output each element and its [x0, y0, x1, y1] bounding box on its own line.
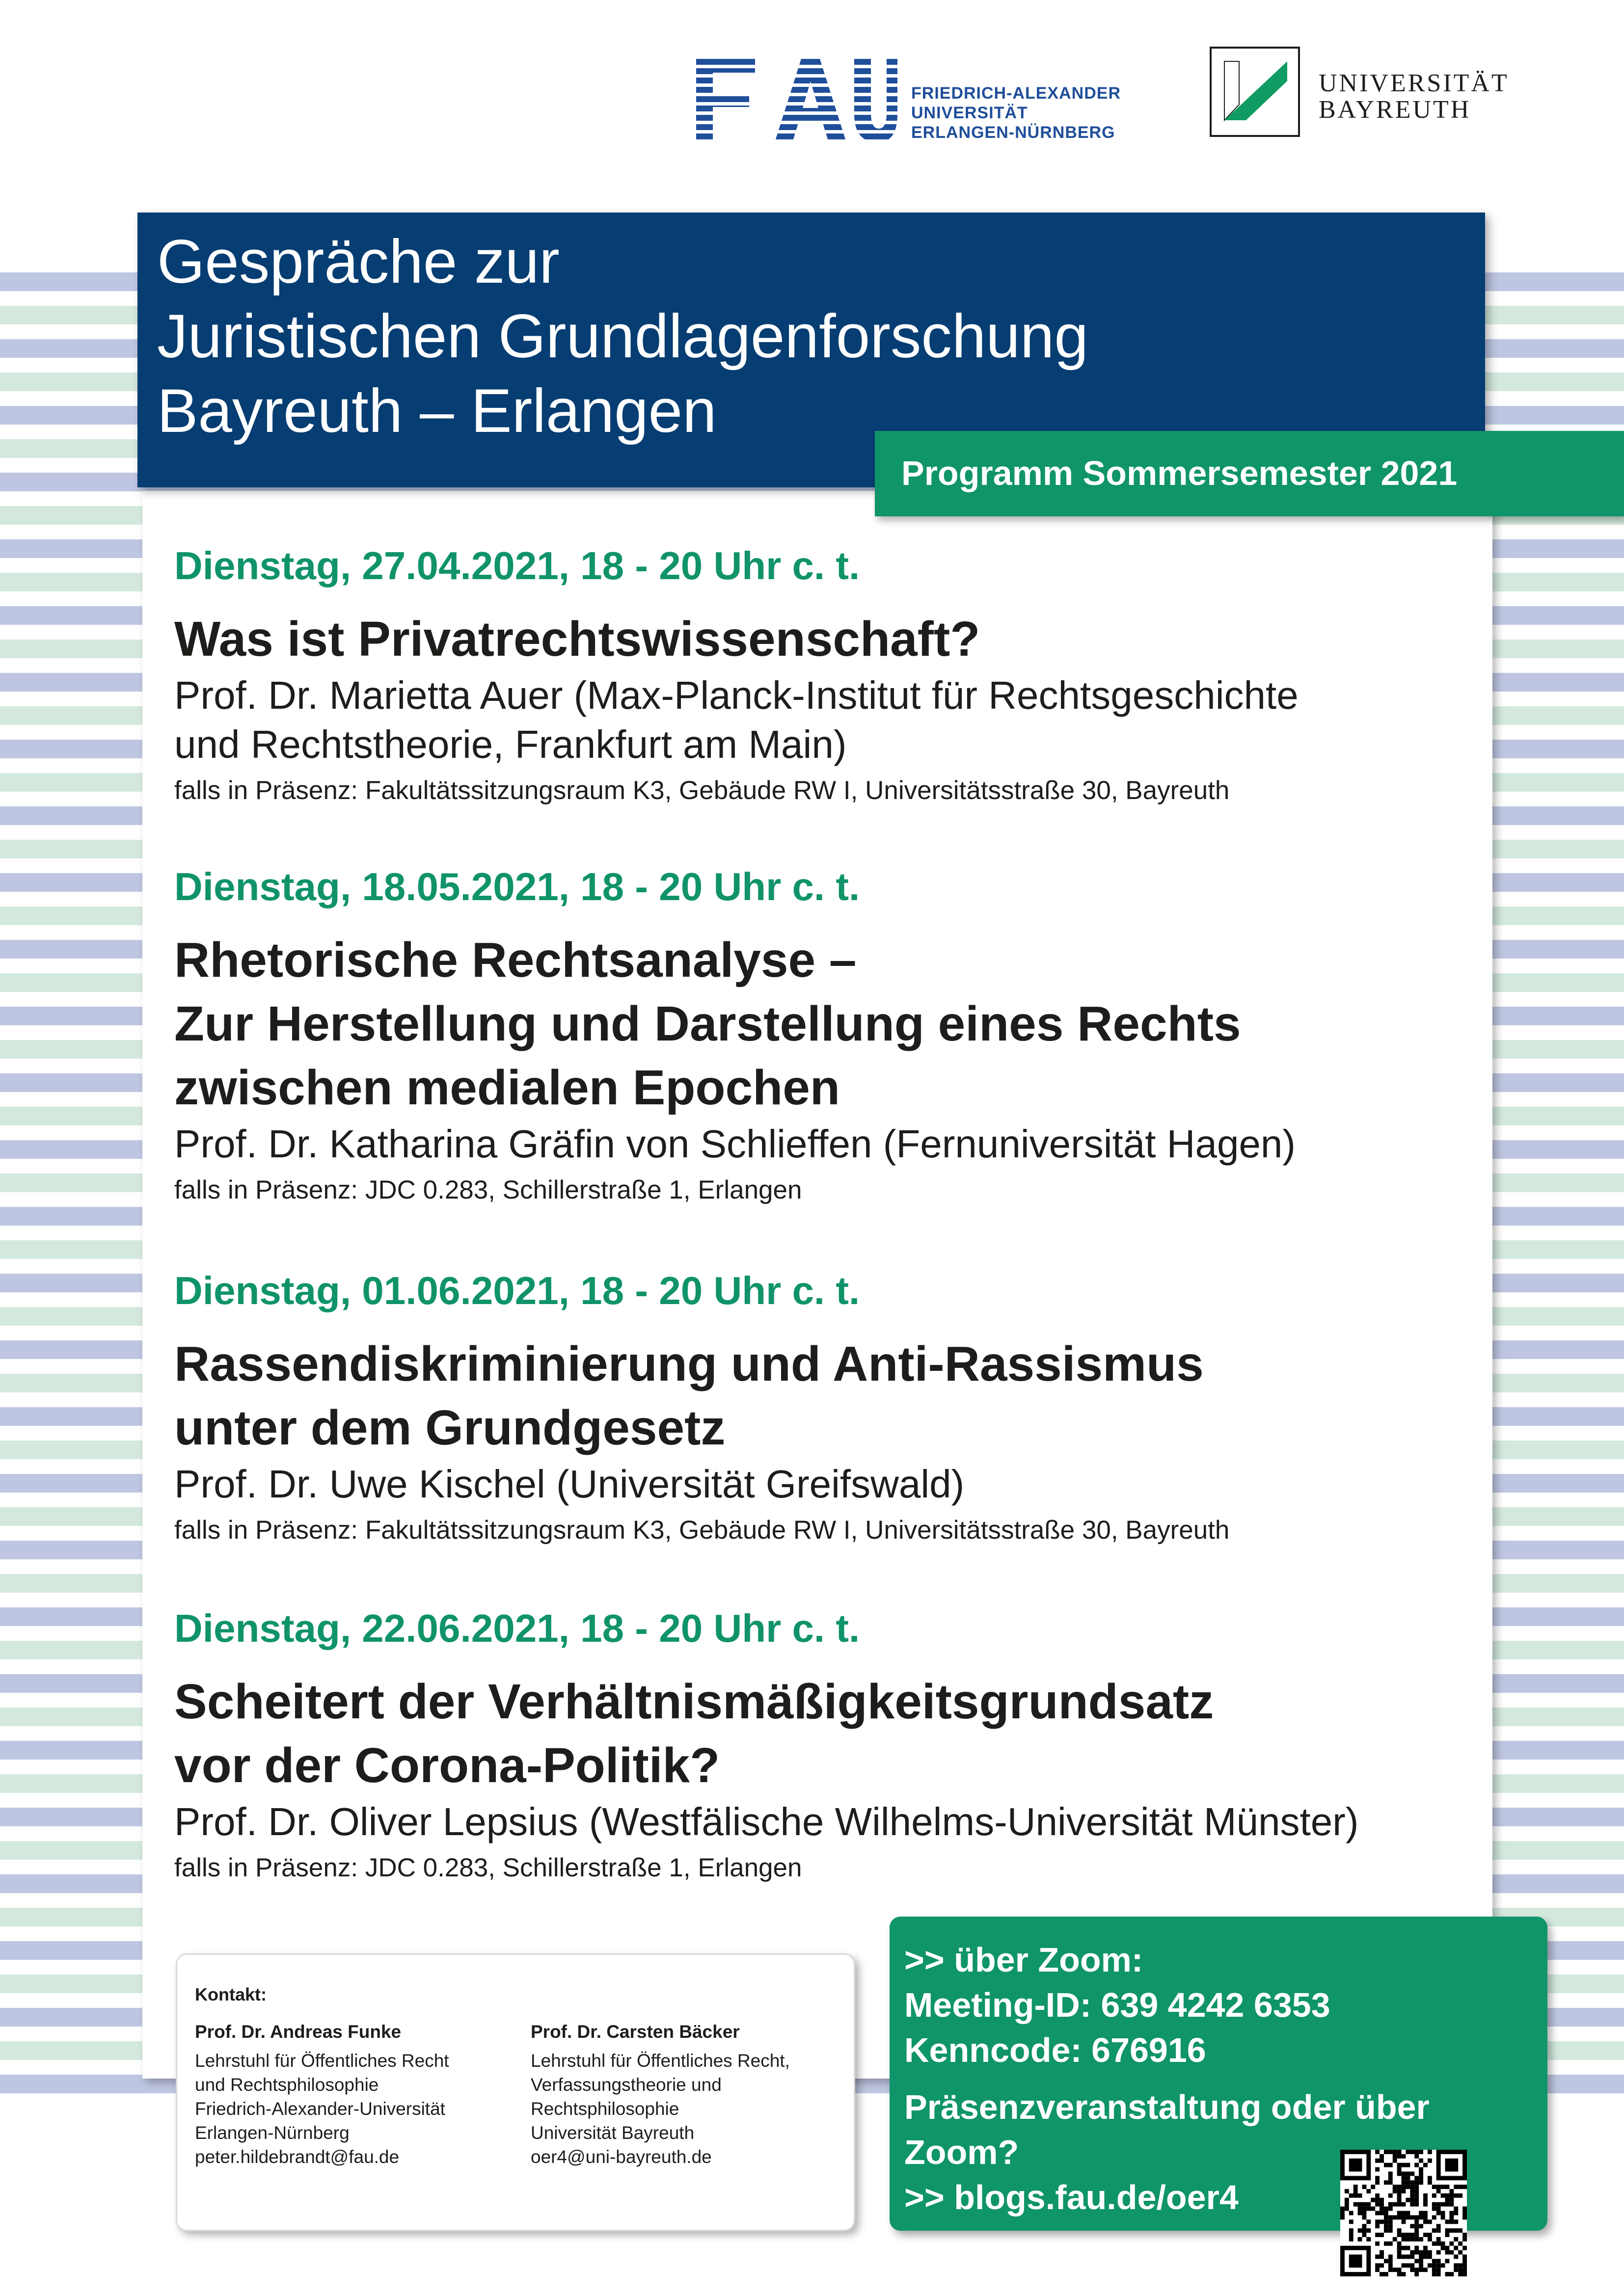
event-title — [174, 1670, 1461, 1797]
event-date: Dienstag, 22.06.2021, 18 - 20 Uhr c. t. — [174, 1606, 860, 1650]
title-line-1: Gespräche zur — [157, 228, 560, 296]
fau-logo-text — [911, 83, 1121, 142]
series-title — [157, 225, 1434, 449]
contact-name: Prof. Dr. Carsten Bäcker — [531, 2022, 740, 2042]
event-speaker-line: und Rechtstheorie, Frankfurt am Main) — [174, 722, 847, 766]
event-2 — [174, 862, 1461, 1210]
contact-name: Prof. Dr. Andreas Funke — [195, 2022, 402, 2042]
contact-line: und Rechtsphilosophie — [195, 2075, 379, 2095]
title-line-3: Bayreuth – Erlangen — [157, 377, 717, 445]
ubt-line-2: BAYREUTH — [1319, 96, 1471, 124]
event-title-line: Zur Herstellung und Darstellung eines Rechts — [174, 996, 1241, 1051]
event-speaker-line: Prof. Dr. Marietta Auer (Max-Planck-Institut für Rechtsgeschichte — [174, 673, 1299, 717]
event-speaker-line: Prof. Dr. Uwe Kischel (Universität Greifswald) — [174, 1462, 965, 1506]
zoom-card — [890, 1917, 1547, 2231]
event-title-line: vor der Corona-Politik? — [174, 1738, 720, 1793]
event-speaker — [174, 1460, 1461, 1509]
event-speaker — [174, 1797, 1461, 1846]
contact-person-2 — [531, 2020, 790, 2169]
blog-link[interactable]: >> blogs.fau.de/oer4 — [904, 2178, 1239, 2216]
contact-line: Erlangen-Nürnberg — [195, 2123, 350, 2143]
zoom-meeting-id: Meeting-ID: 639 4242 6353 — [904, 1986, 1330, 2024]
event-title-line: Rassendiskriminierung und Anti-Rassismus — [174, 1336, 1204, 1391]
contact-person-1 — [195, 2020, 449, 2169]
ubt-logo-text — [1319, 70, 1509, 123]
event-speaker-line: Prof. Dr. Katharina Gräfin von Schlieffen (Fernuniversität Hagen) — [174, 1122, 1296, 1166]
event-date: Dienstag, 01.06.2021, 18 - 20 Uhr c. t. — [174, 1269, 860, 1312]
event-title-line: unter dem Grundgesetz — [174, 1400, 726, 1455]
ubt-logo-mark — [1210, 47, 1300, 137]
event-4 — [174, 1604, 1461, 1888]
event-1 — [174, 541, 1461, 810]
event-title — [174, 607, 1461, 671]
zoom-question-line: Zoom? — [904, 2133, 1019, 2171]
event-title-line: Was ist Privatrechtswissenschaft? — [174, 612, 980, 667]
fau-logo-mark — [696, 59, 897, 142]
event-date: Dienstag, 27.04.2021, 18 - 20 Uhr c. t. — [174, 544, 860, 587]
contact-line: Lehrstuhl für Öffentliches Recht — [195, 2051, 449, 2071]
event-date: Dienstag, 18.05.2021, 18 - 20 Uhr c. t. — [174, 865, 860, 908]
contact-line: Universität Bayreuth — [531, 2123, 695, 2143]
zoom-question-line: Präsenzveranstaltung oder über — [904, 2088, 1430, 2126]
event-speaker — [174, 671, 1461, 769]
contact-line: Rechtsphilosophie — [531, 2099, 679, 2119]
contact-line: Verfassungstheorie und — [531, 2075, 722, 2095]
event-location: falls in Präsenz: Fakultätssitzungsraum K3, Gebäude RW I, Universitätsstraße 30, Bayreuth — [174, 776, 1230, 805]
event-location: falls in Präsenz: JDC 0.283, Schillerstraße 1, Erlangen — [174, 1175, 802, 1204]
fau-line-1: FRIEDRICH-ALEXANDER — [911, 84, 1121, 103]
event-title-line: Rhetorische Rechtsanalyse – — [174, 933, 857, 988]
event-title — [174, 928, 1461, 1120]
title-line-2: Juristischen Grundlagenforschung — [157, 302, 1088, 371]
event-title-line: zwischen medialen Epochen — [174, 1060, 840, 1115]
contact-line: Lehrstuhl für Öffentliches Recht, — [531, 2051, 790, 2071]
qr-code-icon[interactable] — [1340, 2150, 1467, 2276]
contact-email[interactable]: oer4@uni-bayreuth.de — [531, 2147, 712, 2167]
contact-card — [176, 1953, 855, 2231]
event-location: falls in Präsenz: Fakultätssitzungsraum K3, Gebäude RW I, Universitätsstraße 30, Bayreuth — [174, 1516, 1230, 1545]
fau-logo — [696, 55, 1128, 148]
event-speaker — [174, 1120, 1461, 1169]
event-title — [174, 1332, 1461, 1460]
fau-line-2: UNIVERSITÄT — [911, 104, 1028, 122]
ubt-line-1: UNIVERSITÄT — [1319, 69, 1509, 97]
event-location: falls in Präsenz: JDC 0.283, Schillerstraße 1, Erlangen — [174, 1853, 802, 1882]
event-3 — [174, 1266, 1461, 1550]
fau-line-3: ERLANGEN-NÜRNBERG — [911, 123, 1115, 142]
contact-email[interactable]: peter.hildebrandt@fau.de — [195, 2147, 400, 2167]
event-speaker-line: Prof. Dr. Oliver Lepsius (Westfälische Wilhelms-Universität Münster) — [174, 1800, 1359, 1843]
zoom-heading: >> über Zoom: — [904, 1941, 1143, 1979]
program-label: Programm Sommersemester 2021 — [901, 454, 1458, 492]
ubt-logo — [1210, 47, 1553, 145]
contact-label: Kontakt: — [195, 1984, 267, 2004]
contact-line: Friedrich-Alexander-Universität — [195, 2099, 445, 2119]
zoom-passcode: Kenncode: 676916 — [904, 2031, 1206, 2069]
event-title-line: Scheitert der Verhältnismäßigkeitsgrundsatz — [174, 1674, 1214, 1729]
